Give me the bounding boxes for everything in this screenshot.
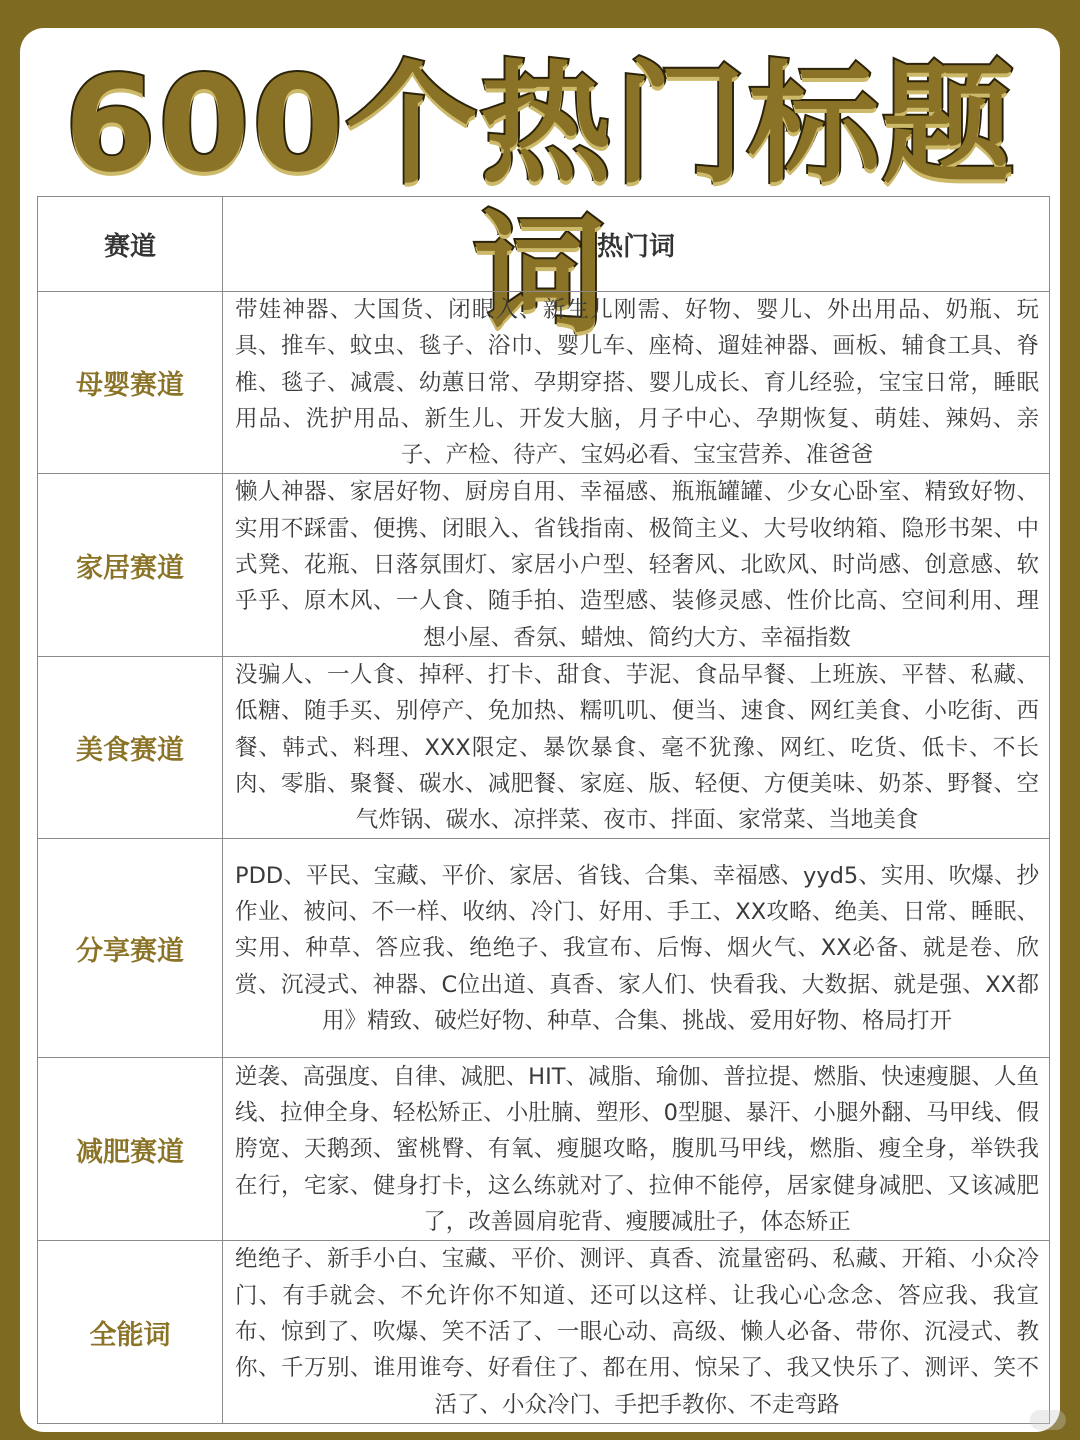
table-row xyxy=(38,839,1050,1058)
row-category: 美食赛道 xyxy=(38,656,223,838)
content-card xyxy=(20,28,1060,1432)
page-title: 600个热门标题词 xyxy=(64,48,1016,352)
table-row xyxy=(38,1058,1050,1241)
table-row xyxy=(38,474,1050,656)
row-keywords: PDD、平民、宝藏、平价、家居、省钱、合集、幸福感、yyd5、实用、吹爆、抄作业、被问、不一样、收纳、冷门、好用、手工、XX攻略、绝美、日常、睡眠、实用、种草、答应我、绝绝子、我宣布、后悔、烟火气、XX必备、就是卷、欣赏、沉浸式、神器、C位出道、真香、家人们、快看我、大数据、就是强、XX都用》精致、破烂好物、种草、合集、挑战、爱用好物、格局打开 xyxy=(223,839,1050,1058)
row-keywords: 逆袭、高强度、自律、减肥、HIT、减脂、瑜伽、普拉提、燃脂、快速瘦腿、人鱼线、拉伸全身、轻松矫正、小肚腩、塑形、0型腿、暴汗、小腿外翻、马甲线、假胯宽、天鹅颈、蜜桃臀、有氧、瘦腿攻略，腹肌马甲线，燃脂、瘦全身，举铁我在行，宅家、健身打卡，这么练就对了、拉伸不能停，居家健身减肥、又该减肥了，改善圆肩驼背、瘦腰减肚子，体态矫正 xyxy=(223,1058,1050,1241)
table-header-row xyxy=(38,197,1050,292)
watermark-badge xyxy=(1030,1410,1066,1430)
row-keywords: 带娃神器、大国货、闭眼入、新生儿刚需、好物、婴儿、外出用品、奶瓶、玩具、推车、蚊虫、毯子、浴巾、婴儿车、座椅、遛娃神器、画板、辅食工具、脊椎、毯子、减震、幼蕙日常、孕期穿搭、婴儿成长、育儿经验，宝宝日常，睡眠用品、洗护用品、新生儿、开发大脑，月子中心、孕期恢复、萌娃、辣妈、亲子、产检、待产、宝妈必看、宝宝营养、准爸爸 xyxy=(223,292,1050,474)
row-category: 家居赛道 xyxy=(38,474,223,656)
table-row xyxy=(38,292,1050,474)
keyword-table xyxy=(37,196,1050,1424)
row-keywords: 没骗人、一人食、掉秤、打卡、甜食、芋泥、食品早餐、上班族、平替、私藏、低糖、随手买、别停产、免加热、糯叽叽、便当、速食、网红美食、小吃街、西餐、韩式、料理、XXX限定、暴饮暴食、毫不犹豫、网红、吃货、低卡、不长肉、零脂、聚餐、碳水、减肥餐、家庭、版、轻便、方便美味、奶茶、野餐、空气炸锅、碳水、凉拌菜、夜市、拌面、家常菜、当地美食 xyxy=(223,656,1050,838)
header-keywords: 热门词 xyxy=(223,197,1050,292)
row-category: 分享赛道 xyxy=(38,839,223,1058)
table-row xyxy=(38,656,1050,838)
row-category: 母婴赛道 xyxy=(38,292,223,474)
row-keywords: 懒人神器、家居好物、厨房自用、幸福感、瓶瓶罐罐、少女心卧室、精致好物、实用不踩雷、便携、闭眼入、省钱指南、极简主义、大号收纳箱、隐形书架、中式凳、花瓶、日落氛围灯、家居小户型、轻奢风、北欧风、时尚感、创意感、软乎乎、原木风、一人食、随手拍、造型感、装修灵感、性价比高、空间利用、理想小屋、香氛、蜡烛、简约大方、幸福指数 xyxy=(223,474,1050,656)
header-category: 赛道 xyxy=(38,197,223,292)
row-category: 减肥赛道 xyxy=(38,1058,223,1241)
row-category: 全能词 xyxy=(38,1241,223,1423)
row-keywords: 绝绝子、新手小白、宝藏、平价、测评、真香、流量密码、私藏、开箱、小众冷门、有手就会、不允许你不知道、还可以这样、让我心心念念、答应我、我宣布、惊到了、吹爆、笑不活了、一眼心动、高级、懒人必备、带你、沉浸式、教你、千万别、谁用谁夸、好看住了、都在用、惊呆了、我又快乐了、测评、笑不活了、小众冷门、手把手教你、不走弯路 xyxy=(223,1241,1050,1423)
table-row xyxy=(38,1241,1050,1423)
